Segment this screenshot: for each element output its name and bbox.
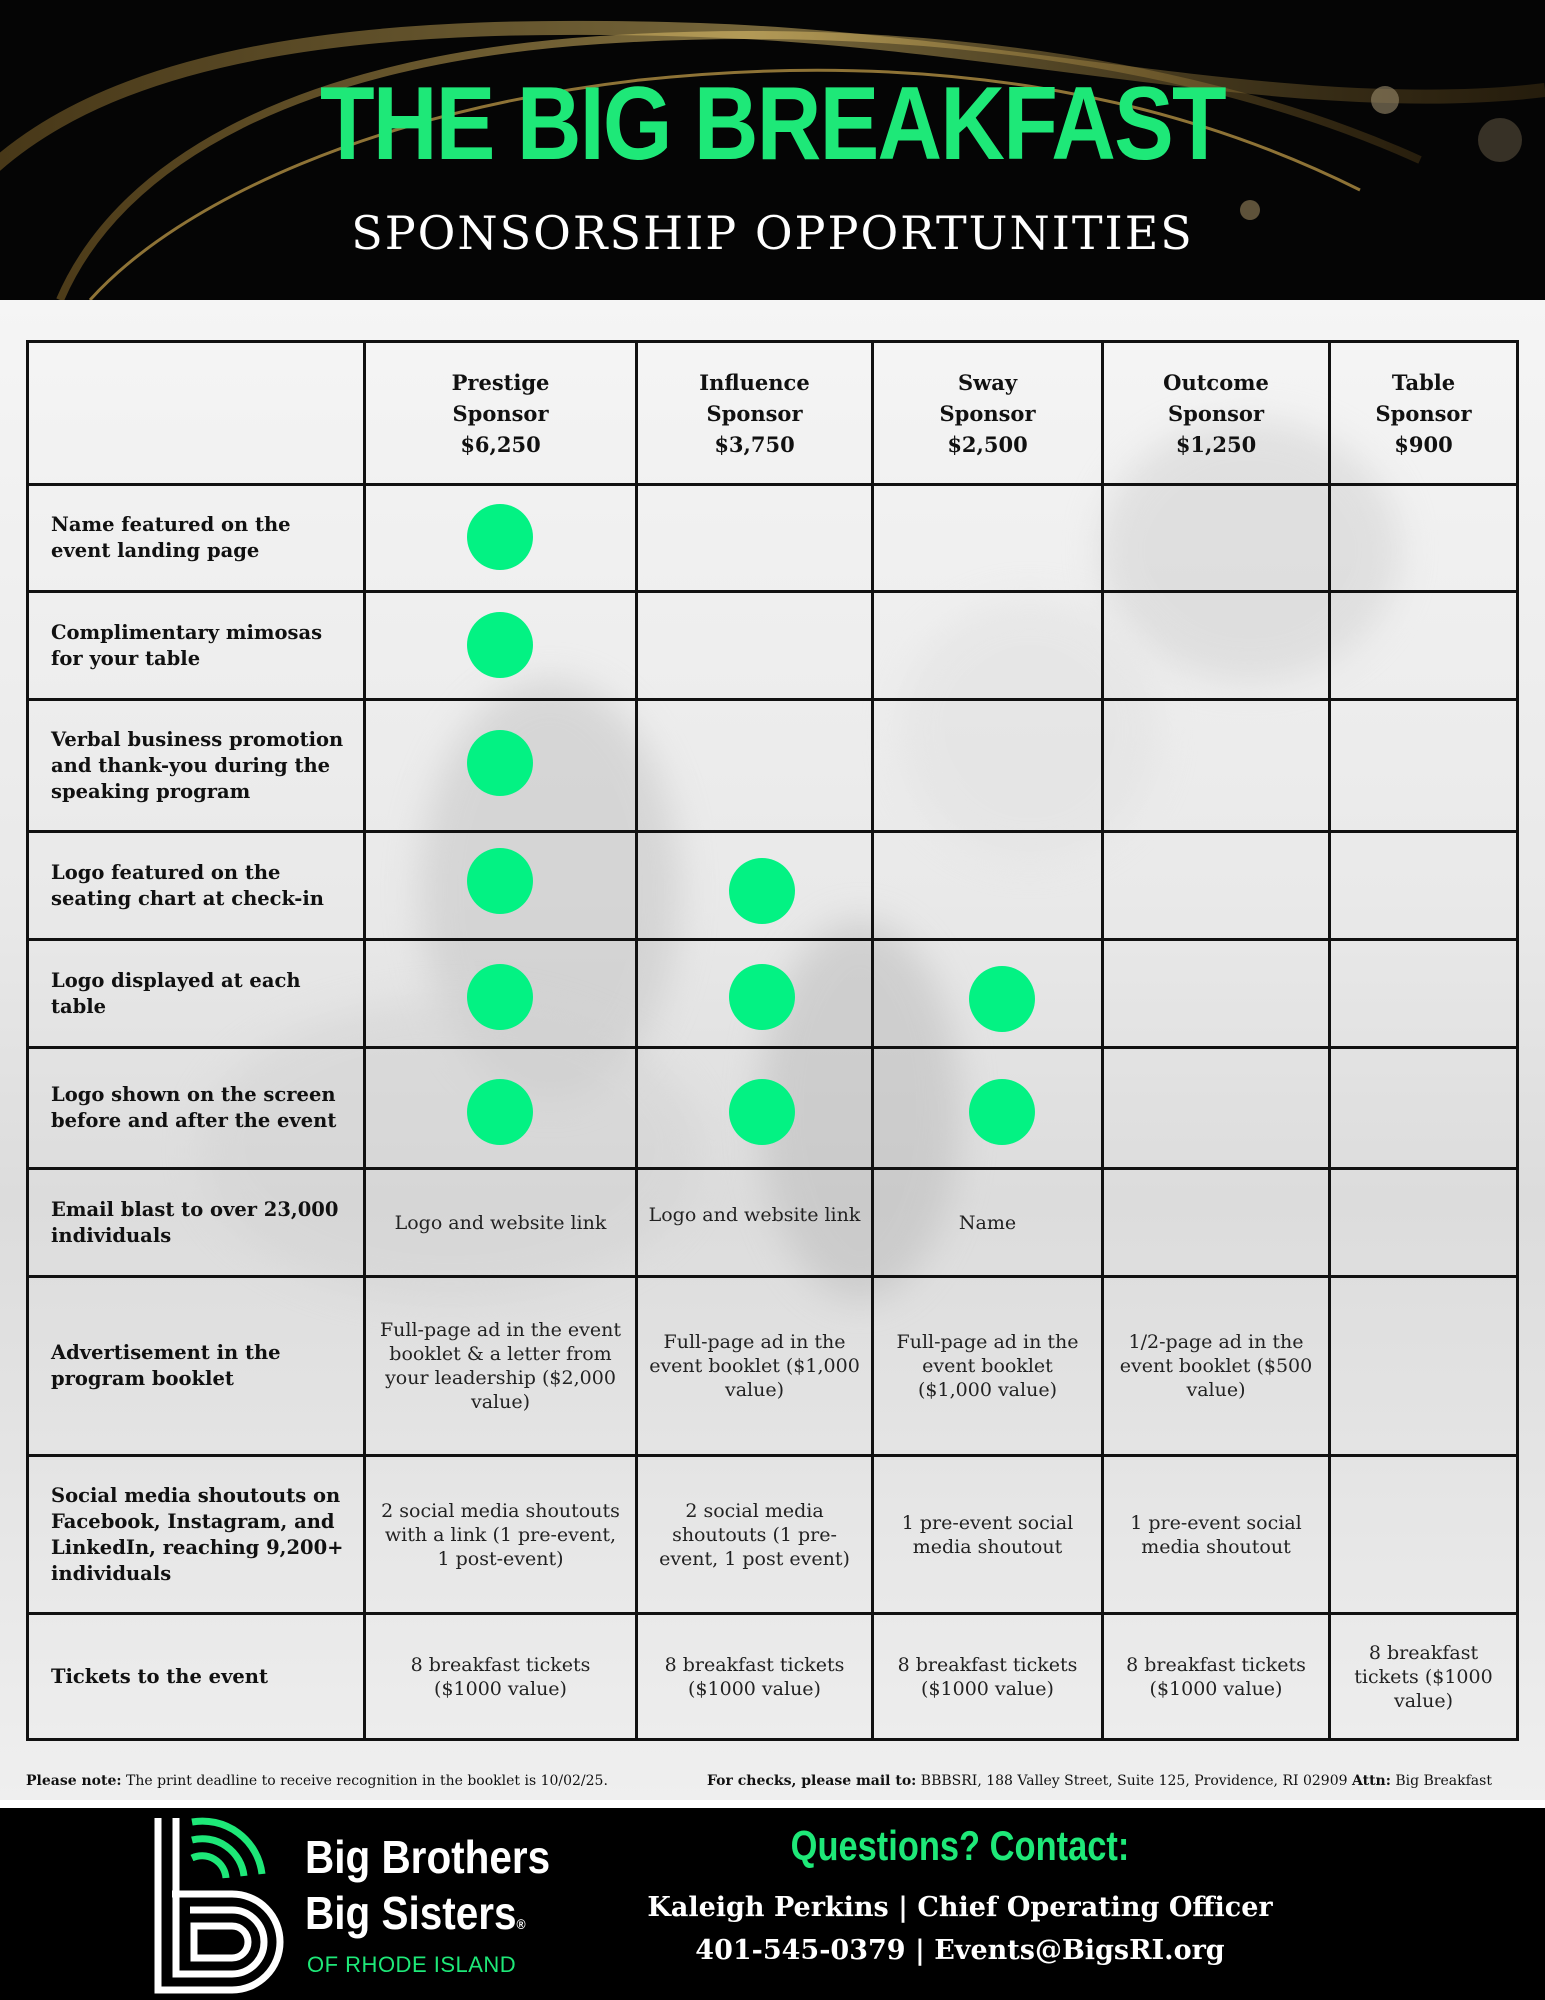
included-dot [467,1079,533,1145]
print-deadline-note [26,1772,608,1790]
tier-header-outcome [1104,343,1328,483]
tier-header-prestige [366,343,635,483]
table-cell: 2 social media shoutouts with a link (1 pre-event, 1 post-event) [381,1499,620,1570]
table-cell: Full-page ad in the event booklet ($1,000 value) [649,1331,860,1401]
included-dot [969,966,1035,1032]
included-dot [729,858,795,924]
note-label: Please note: [26,1773,122,1789]
included-dot [729,964,795,1030]
tier-name: Influence [699,369,810,395]
tier-type: Sponsor [706,400,803,426]
included-dot [467,504,533,570]
page-title: THE BIG BREAKFAST [320,66,1225,182]
tier-header-influence [638,343,871,483]
header-banner [0,0,1545,300]
tier-type: Sponsor [1375,400,1472,426]
tier-header-sway [874,343,1101,483]
tier-header-table [1331,343,1516,483]
bbbs-logo-icon [152,1814,292,1994]
table-cell: Name [958,1211,1017,1234]
mail-address: BBBSRI, 188 Valley Street, Suite 125, Providence, RI 02909 [920,1773,1348,1789]
included-dot [969,1079,1035,1145]
sponsorship-table [26,340,1519,1741]
tier-price: $900 [1394,431,1453,457]
included-dot [729,1079,795,1145]
row-label: Verbal business promotion and thank-you during the speaking program [51,727,344,803]
table-cell: Logo and website link [648,1203,861,1226]
tier-name: Sway [957,369,1018,395]
org-name-line2-text: Big Sisters [305,1887,517,1939]
included-dot [467,848,533,914]
note-text: The print deadline to receive recognition in the booklet is 10/02/25. [126,1773,608,1789]
attn-text: Big Breakfast [1395,1773,1492,1789]
table-cell: 8 breakfast tickets ($1000 value) [664,1653,845,1700]
registered-mark: ® [516,1916,526,1932]
table-cell: 8 breakfast tickets ($1000 value) [1354,1641,1493,1712]
row-label: Logo displayed at each table [51,968,301,1018]
table-cell: Logo and website link [394,1211,607,1234]
table-cell: 1/2-page ad in the event booklet ($500 value) [1119,1331,1313,1401]
tier-type: Sponsor [939,400,1036,426]
row-label: Name featured on the event landing page [51,513,291,562]
tier-type: Sponsor [452,400,549,426]
table-cell: 2 social media shoutouts (1 pre-event, 1 post event) [659,1499,850,1570]
org-name-line2 [305,1887,526,1939]
contact-name: Kaleigh Perkins | Chief Operating Officer [647,1892,1273,1923]
table-cell: 1 pre-event social media shoutout [1130,1511,1302,1558]
attn-label: Attn: [1351,1773,1391,1789]
tier-price: $2,500 [947,431,1028,457]
tier-price: $1,250 [1175,431,1257,457]
mailing-note [707,1772,1492,1790]
org-name-line1: Big Brothers [305,1831,551,1883]
row-label: Logo shown on the screen before and after the event [51,1083,337,1132]
included-dot [467,964,533,1030]
included-dot [467,612,533,678]
row-label: Advertisement in the program booklet [51,1341,281,1390]
contact-info: 401-545-0379 | Events@BigsRI.org [695,1935,1225,1966]
tier-name: Outcome [1163,369,1269,395]
mail-label: For checks, please mail to: [707,1773,917,1789]
table-cell: Full-page ad in the event booklet & a letter from your leadership ($2,000 value) [379,1319,622,1413]
tier-price: $6,250 [460,431,541,457]
table-cell: 1 pre-event social media shoutout [901,1511,1074,1558]
tier-type: Sponsor [1167,400,1265,426]
row-label: Social media shoutouts on Facebook, Instagram, and LinkedIn, reaching 9,200+ individuals [51,1483,344,1585]
tier-name: Table [1391,369,1456,395]
page-subtitle: SPONSORSHIP OPPORTUNITIES [351,206,1194,260]
row-label: Logo featured on the seating chart at check-in [51,860,324,910]
included-dot [467,730,533,796]
row-label: Tickets to the event [51,1664,268,1688]
questions-heading: Questions? Contact: [790,1822,1130,1869]
row-label: Complimentary mimosas for your table [51,620,323,670]
table-cell: 8 breakfast tickets ($1000 value) [410,1653,591,1700]
tier-name: Prestige [451,369,550,395]
table-cell: 8 breakfast tickets ($1000 value) [897,1653,1078,1700]
table-cell: 8 breakfast tickets ($1000 value) [1126,1653,1306,1700]
table-cell: Full-page ad in the event booklet ($1,000 value) [896,1331,1079,1401]
row-label: Email blast to over 23,000 individuals [51,1197,339,1247]
tier-price: $3,750 [714,431,795,457]
org-name-line3: OF RHODE ISLAND [307,1952,517,1977]
